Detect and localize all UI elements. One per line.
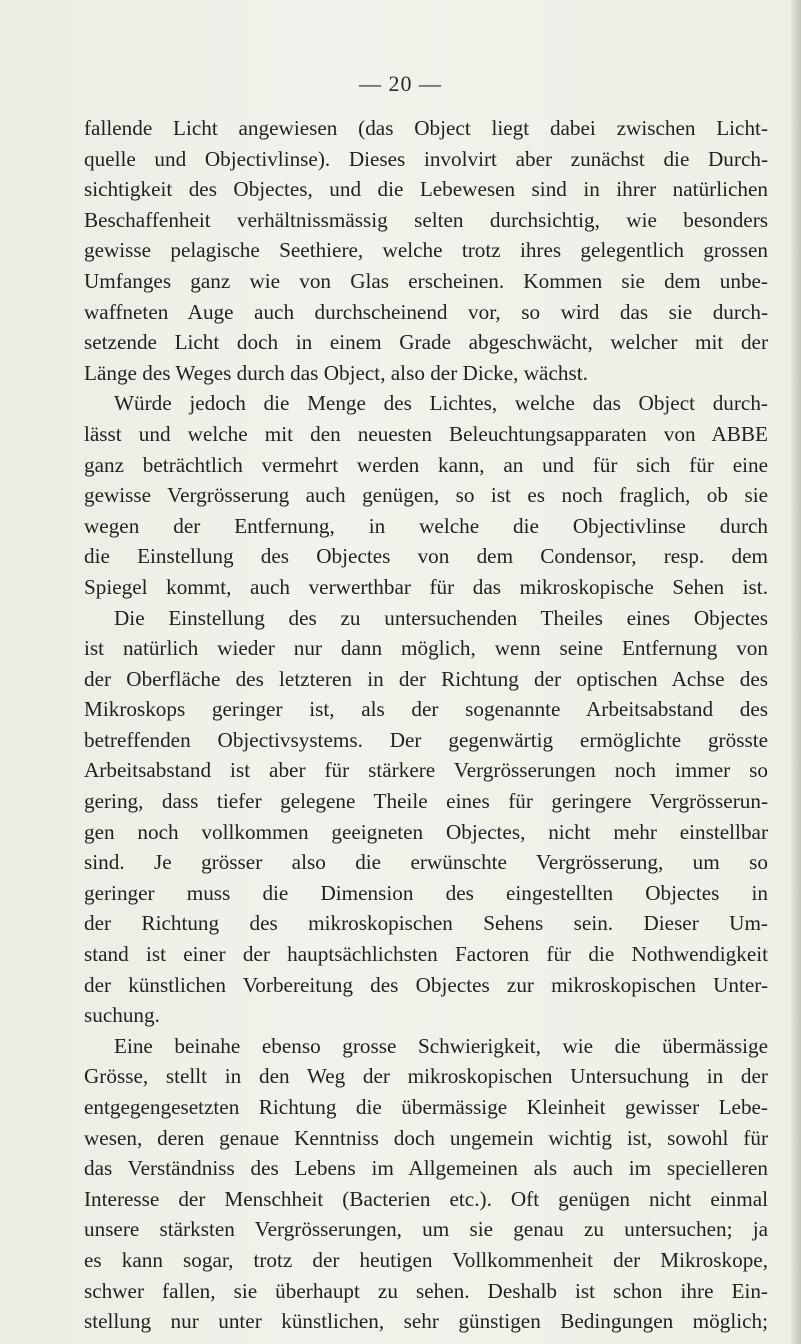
body-text [84, 113, 768, 1337]
text-line: sichtigkeit des Objectes, und die Lebewesen sind in ihrer natürlichen [84, 177, 768, 202]
text-line: der Richtung des mikroskopischen Sehens sein. Dieser Um- [84, 911, 768, 936]
text-line: stellung nur unter künstlichen, sehr günstigen Bedingungen möglich; [84, 1309, 768, 1334]
text-line: das Verständniss des Lebens im Allgemeinen als auch im specielleren [84, 1156, 768, 1181]
text-line: sind. Je grösser also die erwünschte Vergrösserung, um so [84, 850, 768, 875]
text-line: wegen der Entfernung, in welche die Objectivlinse durch [84, 513, 768, 538]
text-line: Arbeitsabstand ist aber für stärkere Vergrösserungen noch immer so [84, 758, 768, 783]
text-line: Beschaffenheit verhältnissmässig selten durchsichtig, wie besonders [84, 207, 768, 232]
text-line: Mikroskops geringer ist, als der sogenannte Arbeitsabstand des [84, 697, 768, 722]
text-line: Umfanges ganz wie von Glas erscheinen. Kommen sie dem unbe- [84, 268, 768, 293]
text-line: gewisse Vergrösserung auch genügen, so ist es noch fraglich, ob sie [84, 483, 768, 508]
text-line: Interesse der Menschheit (Bacterien etc.). Oft genügen nicht einmal [84, 1186, 768, 1211]
text-line: unsere stärksten Vergrösserungen, um sie genau zu untersuchen; ja [84, 1217, 768, 1242]
text-line: setzende Licht doch in einem Grade abgeschwächt, welcher mit der [84, 330, 768, 355]
text-line: entgegengesetzten Richtung die übermässige Kleinheit gewisser Lebe- [84, 1095, 768, 1119]
text-line: Die Einstellung des zu untersuchenden Theiles eines Objectes [114, 605, 768, 630]
text-line: Würde jedoch die Menge des Lichtes, welche das Object durch- [114, 391, 768, 416]
text-line: es kann sogar, trotz der heutigen Vollkommenheit der Mikroskope, [84, 1247, 768, 1272]
page-edge-shadow [789, 0, 801, 1344]
text-line: der Oberfläche des letzteren in der Richtung der optischen Achse des [84, 666, 768, 691]
text-line: waffneten Auge auch durchscheinend vor, so wird das sie durch- [84, 299, 768, 324]
text-line: gen noch vollkommen geeigneten Objectes, nicht mehr einstellbar [84, 819, 768, 844]
text-line: Länge des Weges durch das Object, also der Dicke, wächst. [84, 360, 588, 385]
text-line: stand ist einer der hauptsächlichsten Factoren für die Nothwendigkeit [84, 942, 768, 967]
text-line: lässt und welche mit den neuesten Beleuchtungsapparaten von ABBE [84, 421, 768, 446]
text-line: gering, dass tiefer gelegene Theile eines für geringere Vergrösserun- [84, 789, 768, 814]
text-line: der künstlichen Vorbereitung des Objectes zur mikroskopischen Unter- [84, 972, 768, 997]
text-line: schwer fallen, sie überhaupt zu sehen. Deshalb ist schon ihre Ein- [84, 1278, 768, 1303]
text-line: Spiegel kommt, auch verwerthbar für das mikroskopische Sehen ist. [84, 574, 768, 599]
text-line: geringer muss die Dimension des eingestellten Objectes in [84, 880, 768, 905]
text-line: gewisse pelagische Seethiere, welche trotz ihres gelegentlich grossen [84, 238, 768, 263]
text-line: fallende Licht angewiesen (das Object liegt dabei zwischen Licht- [84, 116, 768, 140]
text-line: betreffenden Objectivsystems. Der gegenwärtig ermöglichte grösste [84, 727, 768, 752]
text-line: wesen, deren genaue Kenntniss doch ungemein wichtig ist, sowohl für [84, 1125, 768, 1150]
text-line: ganz beträchtlich vermehrt werden kann, an und für sich für eine [84, 452, 768, 477]
text-line: Eine beinahe ebenso grosse Schwierigkeit, wie die übermässige [114, 1033, 768, 1058]
text-line: suchung. [84, 1003, 160, 1028]
text-line: ist natürlich wieder nur dann möglich, wenn seine Entfernung von [84, 636, 768, 661]
page-number: — 20 — [359, 71, 442, 96]
text-line: Grösse, stellt in den Weg der mikroskopischen Untersuchung in der [84, 1064, 768, 1089]
text-line: quelle und Objectivlinse). Dieses involvirt aber zunächst die Durch- [84, 146, 768, 171]
text-line: die Einstellung des Objectes von dem Condensor, resp. dem [84, 544, 768, 569]
